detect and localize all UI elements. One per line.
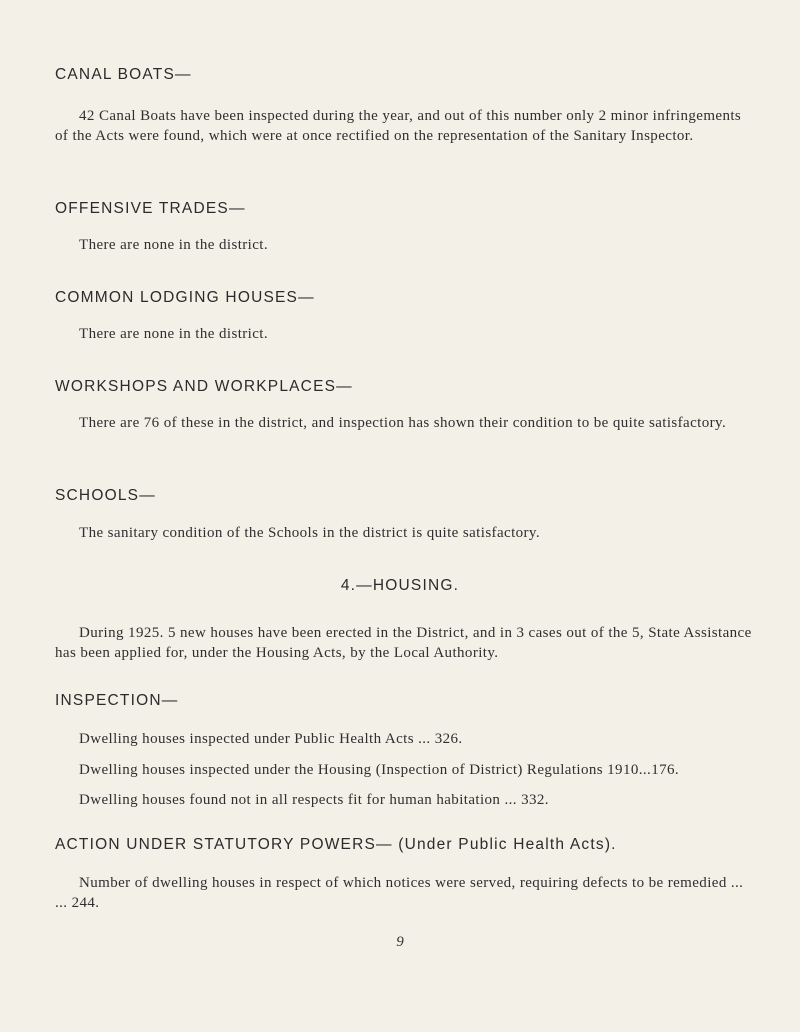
schools-paragraph: The sanitary condition of the Schools in the district is quite satisfactory.	[79, 525, 541, 541]
offensive-trades-heading: OFFENSIVE TRADES—	[55, 200, 246, 217]
workshops-paragraph: There are 76 of these in the district, and inspection has shown their condition to be quite satisfactory.	[79, 415, 727, 431]
inspection-line-public-health: Dwelling houses inspected under Public Health Acts ... 326.	[79, 731, 463, 747]
schools-heading: SCHOOLS—	[55, 487, 156, 504]
housing-paragraph: During 1925. 5 new houses have been erected in the District, and in 3 cases out of the 5, State Assistance has been applied for, under the Housing Acts, by the Local Authority.	[55, 625, 752, 661]
common-lodging-paragraph: There are none in the district.	[79, 326, 268, 342]
inspection-line-housing-regulations: Dwelling houses inspected under the Housing (Inspection of District) Regulations 1910...176.	[79, 762, 680, 778]
action-heading: ACTION UNDER STATUTORY POWERS— (Under Public Health Acts).	[55, 836, 617, 853]
inspection-heading: INSPECTION—	[55, 692, 179, 709]
page-number: 9	[396, 934, 404, 950]
offensive-trades-paragraph: There are none in the district.	[79, 237, 268, 253]
canal-boats-heading: CANAL BOATS—	[55, 66, 192, 83]
housing-heading: 4.—HOUSING.	[340, 577, 460, 594]
workshops-heading: WORKSHOPS AND WORKPLACES—	[55, 378, 353, 395]
action-paragraph: Number of dwelling houses in respect of which notices were served, requiring defects to be remedied ... ... 244.	[55, 875, 744, 911]
inspection-line-unfit: Dwelling houses found not in all respects fit for human habitation ... 332.	[79, 792, 549, 808]
common-lodging-heading: COMMON LODGING HOUSES—	[55, 289, 315, 306]
canal-boats-paragraph: 42 Canal Boats have been inspected during the year, and out of this number only 2 minor infringements of the Acts were found, which were at once rectified on the representation of the Sanitary Inspector.	[55, 108, 742, 144]
